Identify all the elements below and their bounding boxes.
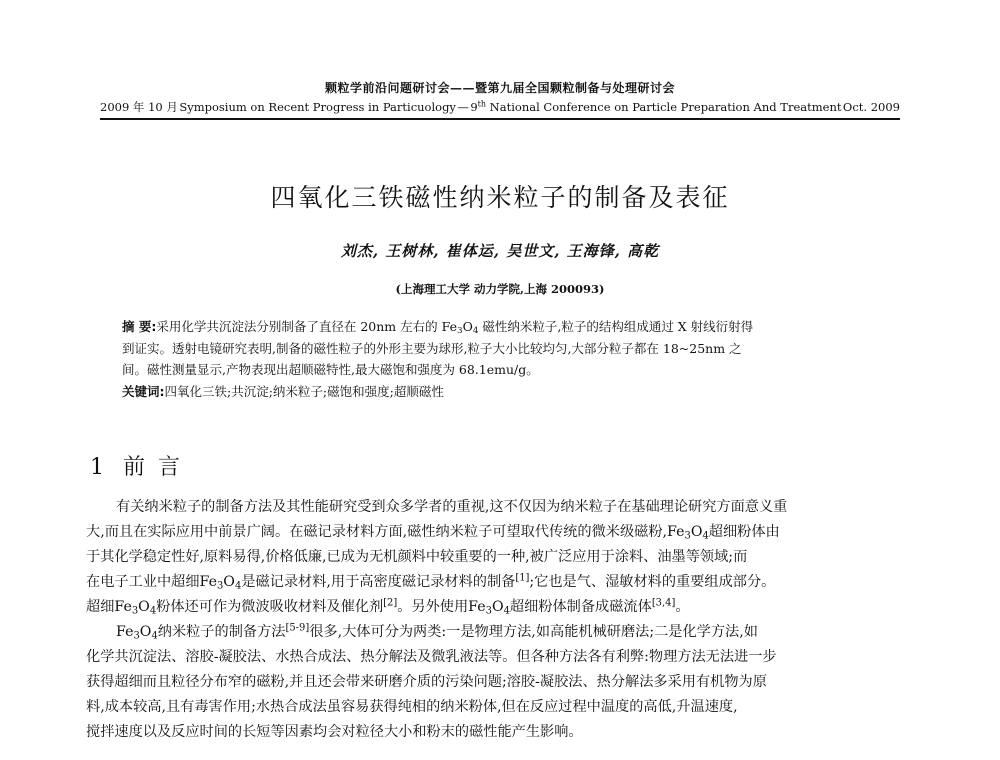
- keywords-text: 四氧化三铁;共沉淀;纳米粒子;磁饱和强度;超顺磁性: [164, 383, 444, 399]
- text-line: 搅拌速度以及反应时间的长短等因素均会对粒径大小和粉末的磁性能产生影响。: [86, 724, 583, 740]
- body-text: [86, 495, 916, 745]
- text-line: 于其化学稳定性好,原料易得,价格低廉,已成为无机颜料中较重要的一种,被广泛应用于涂料、油墨等领域;而: [86, 549, 748, 565]
- paper-title: 四氧化三铁磁性纳米粒子的制备及表征: [270, 183, 730, 212]
- text-line: 料,成本较高,且有毒害作用;水热合成法虽容易获得纯相的纳米粉体,但在反应过程中温度的高低,升温速度,: [86, 699, 738, 715]
- abstract-line: 摘 要:采用化学共沉淀法分别制备了直径在 20nm 左右的 $Fe_3O_4$ 磁性纳米粒子,粒子的结构组成通过 X 射线衍射得: [122, 319, 754, 337]
- citation: [3,4]: [651, 597, 676, 609]
- keywords-label: 关键词:: [122, 383, 165, 399]
- header-symposium: Symposium on Recent Progress in Particuology: [179, 100, 456, 114]
- header-date-en: Oct. 2009: [842, 100, 900, 114]
- header-dash: —: [457, 100, 469, 114]
- text-line: 化学共沉淀法、溶胶-凝胶法、水热合成法、热分解法及微乳液法等。但各种方法各有利弊:物理方法无法进一步: [86, 649, 777, 665]
- author-list: 刘杰, 王树林, 崔体运, 吴世文, 王海锋, 高乾: [340, 242, 660, 260]
- paragraph-1: [86, 495, 916, 620]
- text-line: 在电子工业中超细$Fe_3O_4$是磁记录材料,用于高密度磁记录材料的制备[1];它也是气、湿敏材料的重要组成部分。: [86, 572, 776, 592]
- text-line: 大,而且在实际应用中前景广阔。在磁记录材料方面,磁性纳米粒子可望取代传统的微米级磁粉$,Fe_3O_4$超细粉体由: [86, 524, 780, 542]
- running-header-english: [100, 99, 900, 115]
- text-line: 获得超细而且粒径分布窄的磁粉,并且还会带来研磨介质的污染问题;溶胶-凝胶法、热分解法多采用有机物为原: [86, 674, 767, 690]
- text-line: 超细$Fe_3O_4$粉体还可作为微波吸收材料及催化剂[2]。另外使用$Fe_3O_4$超细粉体制备成磁流体[3,4]。: [86, 597, 690, 617]
- section-title: 前 言: [123, 455, 183, 480]
- header-date-cn: 2009 年 10 月: [100, 100, 178, 114]
- text-line: $Fe_3O_4$纳米粒子的制备方法[5-9]很多,大体可分为两类:一是物理方法,如高能机械研磨法;二是化学方法,如: [116, 622, 758, 642]
- header-conference: 9th National Conference on Particle Preparation And Treatment: [470, 99, 842, 114]
- abstract-label: 摘 要:: [122, 319, 157, 334]
- citation: [5-9]: [285, 622, 310, 634]
- affiliation: (上海理工大学 动力学院,上海 200093): [395, 282, 605, 296]
- keywords-line: [122, 381, 892, 403]
- abstract-line: 到证实。透射电镜研究表明,制备的磁性粒子的外形主要为球形,粒子大小比较均匀,大部分粒子都在 18~25nm 之: [122, 340, 742, 356]
- abstract-block: [122, 316, 892, 402]
- running-header-chinese: 颗粒学前沿问题研讨会——暨第九届全国颗粒制备与处理研讨会: [324, 81, 675, 95]
- citation: [1]: [515, 572, 530, 584]
- section-heading: [90, 450, 183, 481]
- section-number: 1: [90, 455, 107, 480]
- text-line: 有关纳米粒子的制备方法及其性能研究受到众多学者的重视,这不仅因为纳米粒子在基础理论研究方面意义重: [116, 499, 788, 515]
- paragraph-2: [86, 620, 916, 745]
- header-rule: [100, 118, 900, 120]
- citation: [2]: [383, 597, 398, 609]
- abstract-line: 间。磁性测量显示,产物表现出超顺磁特性,最大磁饱和强度为 68.1emu/g。: [122, 362, 539, 377]
